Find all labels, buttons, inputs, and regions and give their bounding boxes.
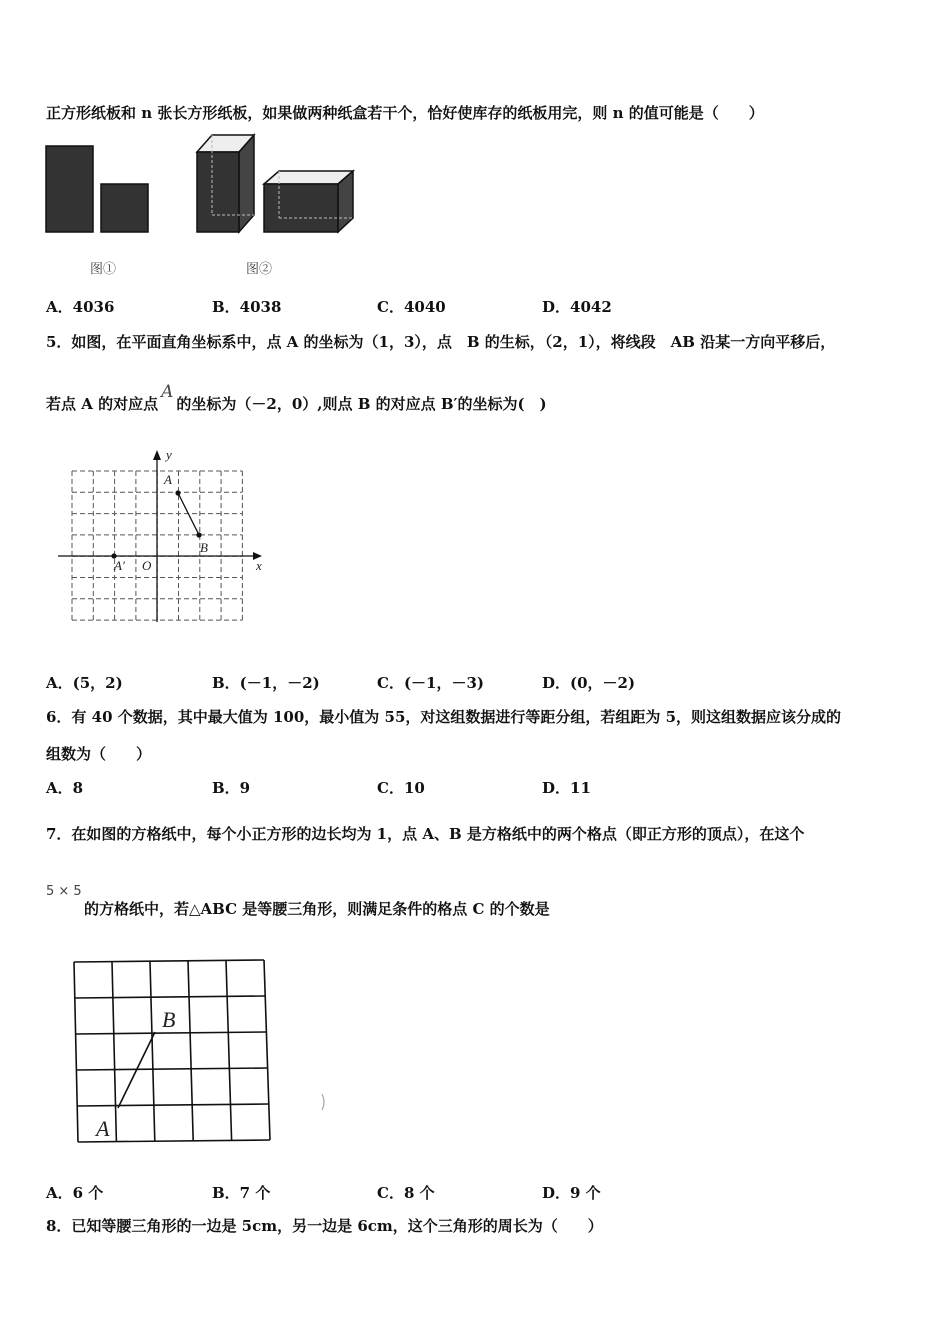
grid-line-h bbox=[77, 1104, 269, 1106]
q6-option-d: D．11 bbox=[542, 779, 591, 797]
q7-stem-line2: 的方格纸中，若△ABC 是等腰三角形，则满足条件的格点 C 的个数是 bbox=[84, 900, 550, 918]
q5-option-c: C．(－1，－3) bbox=[377, 674, 485, 692]
a-prime-label: A′ bbox=[114, 558, 125, 573]
q7-option-d: D．9 个 bbox=[542, 1184, 601, 1202]
q7-option-a: A．6 个 bbox=[46, 1184, 104, 1202]
rect-board bbox=[101, 184, 148, 232]
grid-size-label: 5 × 5 bbox=[46, 884, 82, 899]
q4-option-c: C．4040 bbox=[377, 298, 446, 316]
q4-option-b: B．4038 bbox=[212, 298, 282, 316]
q5-stem-line1: 5．如图，在平面直角坐标系中，点 A 的坐标为（1，3），点 B 的生标，（2，1），将线段 AB 沿某一方向平移后， bbox=[46, 333, 836, 351]
point-b bbox=[196, 532, 201, 537]
grid-line-h bbox=[76, 1068, 267, 1070]
q6-stem-line2: 组数为（ ） bbox=[46, 745, 152, 763]
grid-line-v bbox=[264, 960, 270, 1140]
grid-line-v bbox=[150, 961, 155, 1141]
grid-line-h bbox=[76, 1032, 267, 1034]
x-label: x bbox=[256, 558, 262, 573]
paper-mark bbox=[322, 1094, 324, 1110]
q4-option-a: A．4036 bbox=[46, 298, 115, 316]
grid-line-h bbox=[75, 996, 265, 998]
q5-coordinate-figure bbox=[54, 446, 274, 626]
origin-label: O bbox=[142, 558, 152, 573]
q7-grid-figure bbox=[66, 952, 328, 1152]
grid-line-v bbox=[188, 961, 193, 1141]
q6-option-a: A．8 bbox=[46, 779, 84, 797]
point-a bbox=[175, 490, 180, 495]
grid-line-h bbox=[74, 960, 264, 962]
grid-line-v bbox=[112, 962, 116, 1142]
fig1-label: 图① bbox=[90, 261, 117, 276]
q7-option-b: B．7 个 bbox=[212, 1184, 271, 1202]
a-prime-symbol: A bbox=[161, 382, 174, 402]
y-label: y bbox=[166, 447, 172, 462]
q7-stem-line1: 7．在如图的方格纸中，每个小正方形的边长均为 1，点 A、B 是方格纸中的两个格点（即正方形的顶点），在这个 bbox=[46, 825, 805, 843]
square-board bbox=[46, 146, 93, 232]
grid-line-v bbox=[226, 960, 232, 1140]
q5-option-a: A．(5，2) bbox=[46, 674, 123, 692]
q4-stem: 正方形纸板和 n 张长方形纸板，如果做两种纸盒若干个，恰好使库存的纸板用完，则 n 的值可能是（ ） bbox=[46, 104, 764, 122]
b-label: B bbox=[200, 540, 208, 555]
q6-stem-line1: 6．有 40 个数据，其中最大值为 100，最小值为 55，对这组数据进行等距分组，若组距为 5，则这组数据应该分成的 bbox=[46, 708, 842, 726]
q6-option-b: B．9 bbox=[212, 779, 251, 797]
a-label: A bbox=[164, 472, 172, 487]
q7-option-c: C．8 个 bbox=[377, 1184, 435, 1202]
grid-line-v bbox=[74, 962, 78, 1142]
q6-option-c: C．10 bbox=[377, 779, 425, 797]
q5-option-d: D．(0，－2) bbox=[542, 674, 636, 692]
q4-figure bbox=[40, 128, 370, 283]
a-label: A bbox=[96, 1116, 110, 1141]
wide-box bbox=[264, 171, 353, 232]
y-axis-arrow bbox=[153, 450, 161, 460]
b-label: B bbox=[162, 1007, 176, 1032]
q4-option-d: D．4042 bbox=[542, 298, 612, 316]
q8-stem-line1: 8．已知等腰三角形的一边是 5cm，另一边是 6cm，这个三角形的周长为（ ） bbox=[46, 1217, 603, 1235]
q5-option-b: B．(－1，－2) bbox=[212, 674, 320, 692]
q5-stem-line2: 若点 A 的对应点A的坐标为（－2，0）,则点 B 的对应点 B′的坐标为( ) bbox=[46, 382, 547, 413]
fig2-label: 图② bbox=[246, 261, 273, 276]
tall-box bbox=[197, 135, 254, 232]
